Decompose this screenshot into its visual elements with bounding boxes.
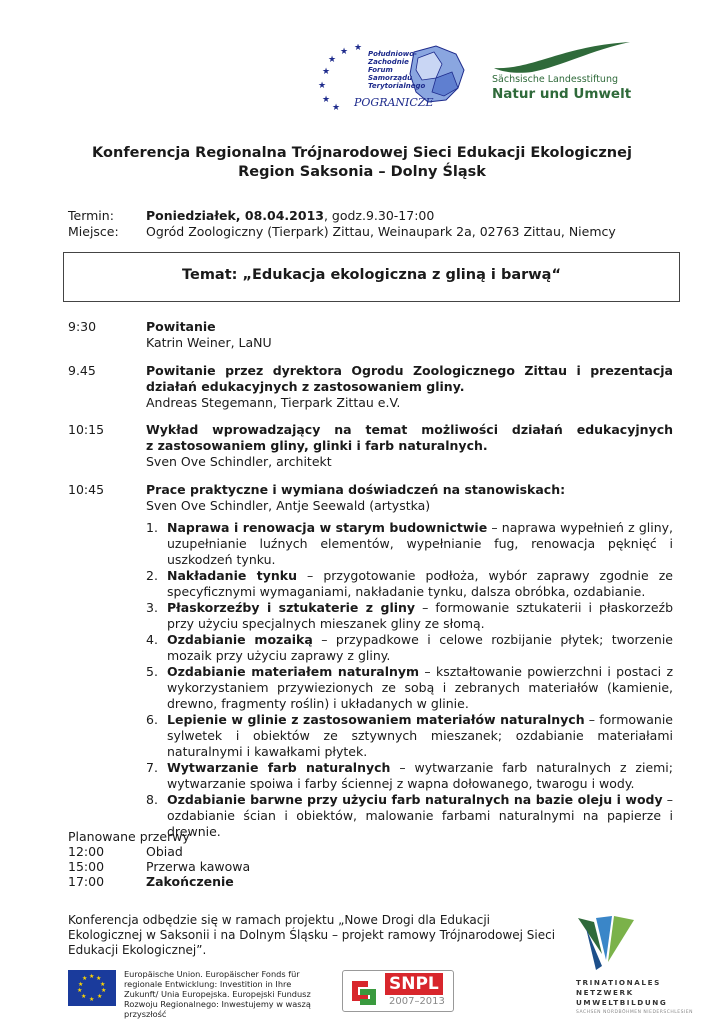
workshop-title: Ozdabianie mozaiką bbox=[167, 632, 313, 647]
saxon-logo-line1: Sächsische Landesstiftung bbox=[492, 74, 618, 85]
forum-logo-text: Południowo- Zachodnie Forum Samorządu Terytorialnego bbox=[368, 50, 426, 90]
agenda-title-cont: z zastosowaniem gliny, glinki i farb naturalnych. bbox=[146, 438, 488, 453]
svg-text:★: ★ bbox=[89, 996, 95, 1003]
agenda-title: Powitanie przez dyrektora Ogrodu Zoologicznego Zittau i prezentacja bbox=[146, 363, 673, 378]
svg-text:★: ★ bbox=[332, 103, 341, 112]
svg-text:★: ★ bbox=[328, 55, 337, 65]
list-item: 4. Ozdabianie mozaiką – przypadkowe i celowe rozbijanie płytek; tworzenie mozaik przy użyciu zaprawy z gliny. bbox=[146, 632, 673, 663]
place-row bbox=[68, 224, 616, 239]
saxon-swoosh-icon bbox=[492, 40, 632, 74]
workshop-title: Naprawa i renowacja w starym budownictwie bbox=[167, 520, 488, 535]
snpl-logo bbox=[342, 970, 454, 1012]
workshop-desc: – naprawa wypełnień z gliny, uzupełnianie luźnych elementów, wypełnianie fug, renowacja pęknięć i uszkodzeń tynku. bbox=[167, 520, 673, 567]
agenda-speaker: Andreas Stegemann, Tierpark Zittau e.V. bbox=[146, 395, 401, 410]
workshop-desc: – wytwarzanie farb naturalnych z ziemi; wytwarzanie spoiwa i farby ściennej z wapna dołowanego, twarogu i wody. bbox=[167, 760, 673, 791]
place-label: Miejsce: bbox=[68, 224, 119, 239]
date-row bbox=[68, 208, 434, 223]
workshop-desc: – formowanie sztukaterii i płaskorzeźb przy użyciu specjalnych mieszanek gliny ze słomą. bbox=[167, 600, 674, 631]
tnu-line3: UMWELTBILDUNG bbox=[576, 998, 668, 1007]
agenda-title-cont: działań edukacyjnych z zastosowaniem gliny. bbox=[146, 379, 465, 394]
forum-pogranicze-logo bbox=[318, 44, 468, 112]
workshop-title: Płaskorzeźby i sztukaterie z gliny bbox=[167, 600, 416, 615]
snpl-years: 2007–2013 bbox=[389, 996, 445, 1007]
svg-text:★: ★ bbox=[318, 81, 327, 91]
workshop-desc: – przygotowanie podłoża, wybór zaprawy zgodnie ze specyficznymi wymaganiami, nakładanie tynku, dalsza obróbka, ozdabianie. bbox=[167, 568, 673, 599]
date-label: Termin: bbox=[68, 208, 114, 223]
saxon-logo-line2: Natur und Umwelt bbox=[492, 86, 632, 102]
workshop-title: Nakładanie tynku bbox=[167, 568, 297, 583]
agenda-time: 10:15 bbox=[68, 422, 105, 437]
list-item: 3. Płaskorzeźby i sztukaterie z gliny – formowanie sztukaterii i płaskorzeźb przy użyciu specjalnych mieszanek gliny ze słomą. bbox=[146, 600, 674, 631]
list-item: 6. Lepienie w glinie z zastosowaniem materiałów naturalnych – formowanie sylwetek i obiektów ze sztywnych mieszanek; ozdabianie materiałami naturalnymi i kawałkami płytek. bbox=[146, 712, 674, 759]
list-item: 2. Nakładanie tynku – przygotowanie podłoża, wybór zaprawy zgodnie ze specyficznymi wymaganiami, nakładanie tynku, dalsza obróbka, ozdabianie. bbox=[146, 568, 673, 599]
saxon-foundation-logo bbox=[492, 40, 632, 108]
svg-text:★: ★ bbox=[82, 975, 88, 982]
workshop-title: Ozdabianie materiałem naturalnym bbox=[167, 664, 420, 679]
agenda-item bbox=[146, 319, 673, 351]
workshop-desc: – przypadkowe i celowe rozbijanie płytek; tworzenie mozaik przy użyciu zaprawy z gliny. bbox=[167, 632, 673, 663]
agenda-time: 9.45 bbox=[68, 363, 96, 378]
agenda-title: Wykład wprowadzający na temat możliwości działań edukacyjnych bbox=[146, 422, 673, 437]
eu-flag-icon bbox=[68, 970, 116, 1006]
topic-title: Temat: „Edukacja ekologiczna z gliną i barwą“ bbox=[182, 267, 561, 283]
agenda-time: 9:30 bbox=[68, 319, 97, 334]
agenda-speaker: Katrin Weiner, LaNU bbox=[146, 335, 272, 350]
tnu-line2: NETZWERK bbox=[576, 988, 634, 997]
place-value: Ogród Zoologiczny (Tierpark) Zittau, Weinaupark 2a, 02763 Zittau, Niemcy bbox=[146, 224, 616, 239]
svg-text:★: ★ bbox=[100, 981, 106, 988]
eu-funding-text: Europäische Union. Europäischer Fonds für regionale Entwicklung: Investition in Ihre Zukunft/ Unia Europejska. Europejski Fundusz Rozwoju Regionalnego: Inwestujemy w waszą przyszłość bbox=[124, 969, 311, 1019]
list-item: 5. Ozdabianie materiałem naturalnym – kształtowanie powierzchni i postaci z wykorzystaniem przywiezionych ze sobą i zebranych materiałów (kamienie, drewno, fragmenty roślin) i układanych w glinie. bbox=[146, 664, 674, 711]
agenda-item bbox=[146, 482, 673, 514]
list-item: 8. Ozdabianie barwne przy użyciu farb naturalnych na bazie oleju i wody – ozdabianie ścian i obiektów, malowanie farbami naturalnymi na papierze i drewnie. bbox=[146, 792, 673, 839]
workshop-desc: – ozdabianie ścian i obiektów, malowanie farbami naturalnymi na papierze i drewnie. bbox=[167, 792, 673, 839]
agenda-time: 10:45 bbox=[68, 482, 105, 497]
list-item: 7. Wytwarzanie farb naturalnych – wytwarzanie farb naturalnych z ziemi; wytwarzanie spoiwa i farby ściennej z wapna dołowanego, twarogu i wody. bbox=[146, 760, 673, 791]
workshop-list bbox=[146, 520, 673, 840]
snpl-mark-icon bbox=[348, 975, 380, 1007]
break-row: 12:00 Obiad bbox=[68, 844, 183, 859]
svg-text:★: ★ bbox=[97, 993, 103, 1000]
agenda-item bbox=[146, 363, 673, 411]
forum-logo-name: POGRANICZE bbox=[354, 96, 434, 109]
workshop-title: Ozdabianie barwne przy użyciu farb naturalnych na bazie oleju i wody bbox=[167, 792, 663, 807]
topic-box bbox=[63, 252, 680, 302]
agenda-title: Powitanie bbox=[146, 319, 216, 334]
snpl-name: SNPL bbox=[385, 973, 443, 995]
workshop-desc: – formowanie sylwetek i obiektów ze sztywnych mieszanek; ozdabianie materiałami naturalnymi i kawałkami płytek. bbox=[167, 712, 674, 759]
svg-text:★: ★ bbox=[96, 975, 102, 982]
agenda-item bbox=[146, 422, 673, 470]
agenda-title: Prace praktyczne i wymiana doświadczeń na stanowiskach: bbox=[146, 482, 566, 497]
date-hours: , godz.9.30-17:00 bbox=[323, 208, 435, 223]
workshop-desc: – kształtowanie powierzchni i postaci z wykorzystaniem przywiezionych ze sobą i zebranych materiałów (kamienie, drewno, fragmenty roślin) i układanych w glinie. bbox=[167, 664, 674, 711]
svg-text:★: ★ bbox=[340, 47, 349, 57]
workshop-title: Lepienie w glinie z zastosowaniem materiałów naturalnych bbox=[167, 712, 585, 727]
svg-text:★: ★ bbox=[101, 987, 107, 994]
eu-stars-icon bbox=[68, 970, 116, 1006]
conference-subtitle: Region Saksonia – Dolny Śląsk bbox=[238, 164, 486, 180]
list-item: 1. Naprawa i renowacja w starym budownictwie – naprawa wypełnień z gliny, uzupełnianie luźnych elementów, wypełnianie fug, renowacja pęknięć i uszkodzeń tynku. bbox=[146, 520, 673, 567]
svg-text:★: ★ bbox=[77, 987, 83, 994]
agenda-speaker: Sven Ove Schindler, architekt bbox=[146, 454, 332, 469]
svg-text:★: ★ bbox=[89, 973, 95, 980]
conference-title: Konferencja Regionalna Trójnarodowej Sieci Edukacji Ekologicznej bbox=[92, 145, 632, 161]
svg-text:★: ★ bbox=[78, 981, 84, 988]
agenda-speaker: Sven Ove Schindler, Antje Seewald (artystka) bbox=[146, 498, 431, 513]
workshop-title: Wytwarzanie farb naturalnych bbox=[167, 760, 391, 775]
break-row: 15:00 Przerwa kawowa bbox=[68, 859, 251, 874]
tnu-regions: SACHSEN NORDBÖHMEN NIEDERSCHLESIEN bbox=[576, 1010, 694, 1015]
breaks-heading: Planowane przerwy bbox=[68, 829, 190, 844]
svg-text:★: ★ bbox=[81, 993, 87, 1000]
svg-text:★: ★ bbox=[322, 67, 331, 77]
tnu-line1: TRINATIONALES bbox=[576, 978, 661, 987]
break-row: 17:00 Zakończenie bbox=[68, 874, 234, 889]
footer-note: Konferencja odbędzie się w ramach projektu „Nowe Drogi dla Edukacji Ekologicznej w Saksonii i na Dolnym Śląsku – projekt ramowy Trójnarodowej Sieci Edukacji Ekologicznej”. bbox=[68, 913, 556, 957]
tnu-logo-icon bbox=[572, 914, 638, 974]
svg-text:★: ★ bbox=[354, 44, 363, 53]
date-value: Poniedziałek, 08.04.2013 bbox=[146, 208, 324, 223]
svg-text:★: ★ bbox=[322, 95, 331, 105]
